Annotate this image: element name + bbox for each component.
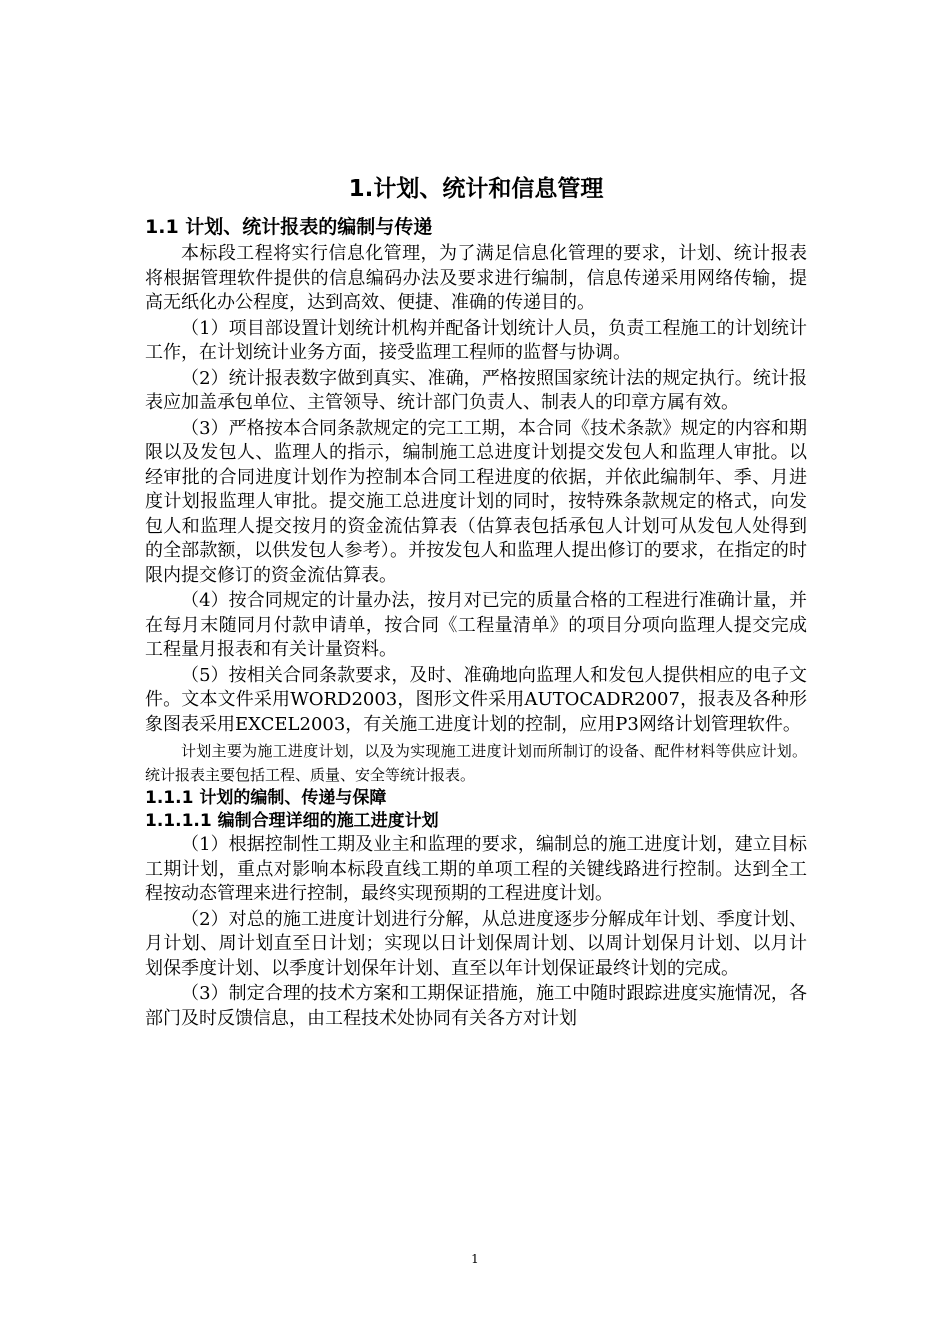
section-heading-1-1-1-1: 1.1.1.1 编制合理详细的施工进度计划 [145, 811, 439, 831]
document-title: 1.计划、统计和信息管理 [348, 176, 604, 202]
paragraph: （5）按相关合同条款要求，及时、准确地向监理人和发包人提供相应的电子文件。文本文件采用WORD2003，图形文件采用AUTOCADR2007，报表及各种形象图表采用EXCEL2003，有关施工进度计划的控制，应用P3网络计划管理软件。 [145, 664, 807, 735]
paragraph: （4）按合同规定的计量办法，按月对已完的质量合格的工程进行准确计量，并在每月末随同月付款申请单，按合同《工程量清单》的项目分项向监理人提交完成工程量月报表和有关计量资料。 [145, 590, 807, 660]
paragraph: （1）根据控制性工期及业主和监理的要求，编制总的施工进度计划，建立目标工期计划，重点对影响本标段直线工期的单项工程的关键线路进行控制。达到全工程按动态管理来进行控制，最终实现预期的工程进度计划。 [145, 834, 807, 904]
paragraph: 本标段工程将实行信息化管理，为了满足信息化管理的要求，计划、统计报表将根据管理软件提供的信息编码办法及要求进行编制，信息传递采用网络传输，提高无纸化办公程度，达到高效、便捷、准确的传递目的。 [145, 243, 807, 313]
page-number: 1 [471, 1252, 479, 1266]
paragraph: （2）统计报表数字做到真实、准确，严格按照国家统计法的规定执行。统计报表应加盖承包单位、主管领导、统计部门负责人、制表人的印章方属有效。 [145, 367, 807, 413]
paragraph: （2）对总的施工进度计划进行分解，从总进度逐步分解成年计划、季度计划、月计划、周计划直至日计划；实现以日计划保周计划、以周计划保月计划、以月计划保季度计划、以季度计划保年计划、直至以年计划保证最终计划的完成。 [145, 908, 807, 979]
paragraph: （3）制定合理的技术方案和工期保证措施，施工中随时跟踪进度实施情况，各部门及时反馈信息，由工程技术处协同有关各方对计划 [145, 983, 807, 1029]
section-heading-1-1: 1.1 计划、统计报表的编制与传递 [145, 216, 433, 238]
paragraph-small: 计划主要为施工进度计划，以及为实现施工进度计划而所制订的设备、配件材料等供应计划。统计报表主要包括工程、质量、安全等统计报表。 [145, 742, 807, 784]
document-page [145, 170, 807, 1032]
section-heading-1-1-1: 1.1.1 计划的编制、传递与保障 [145, 788, 387, 808]
paragraph: （1）项目部设置计划统计机构并配备计划统计人员，负责工程施工的计划统计工作，在计划统计业务方面，接受监理工程师的监督与协调。 [145, 317, 807, 363]
paragraph: （3）严格按本合同条款规定的完工工期，本合同《技术条款》规定的内容和期限以及发包人、监理人的指示，编制施工总进度计划提交发包人和监理人审批。以经审批的合同进度计划作为控制本合同工程进度的依据，并依此编制年、季、月进度计划报监理人审批。提交施工总进度计划的同时，按特殊条款规定的格式，向发包人和监理人提交按月的资金流估算表（估算表包括承包人计划可从发包人处得到的全部款额，以供发包人参考）。并按发包人和监理人提出修订的要求，在指定的时限内提交修订的资金流估算表。 [145, 417, 807, 586]
